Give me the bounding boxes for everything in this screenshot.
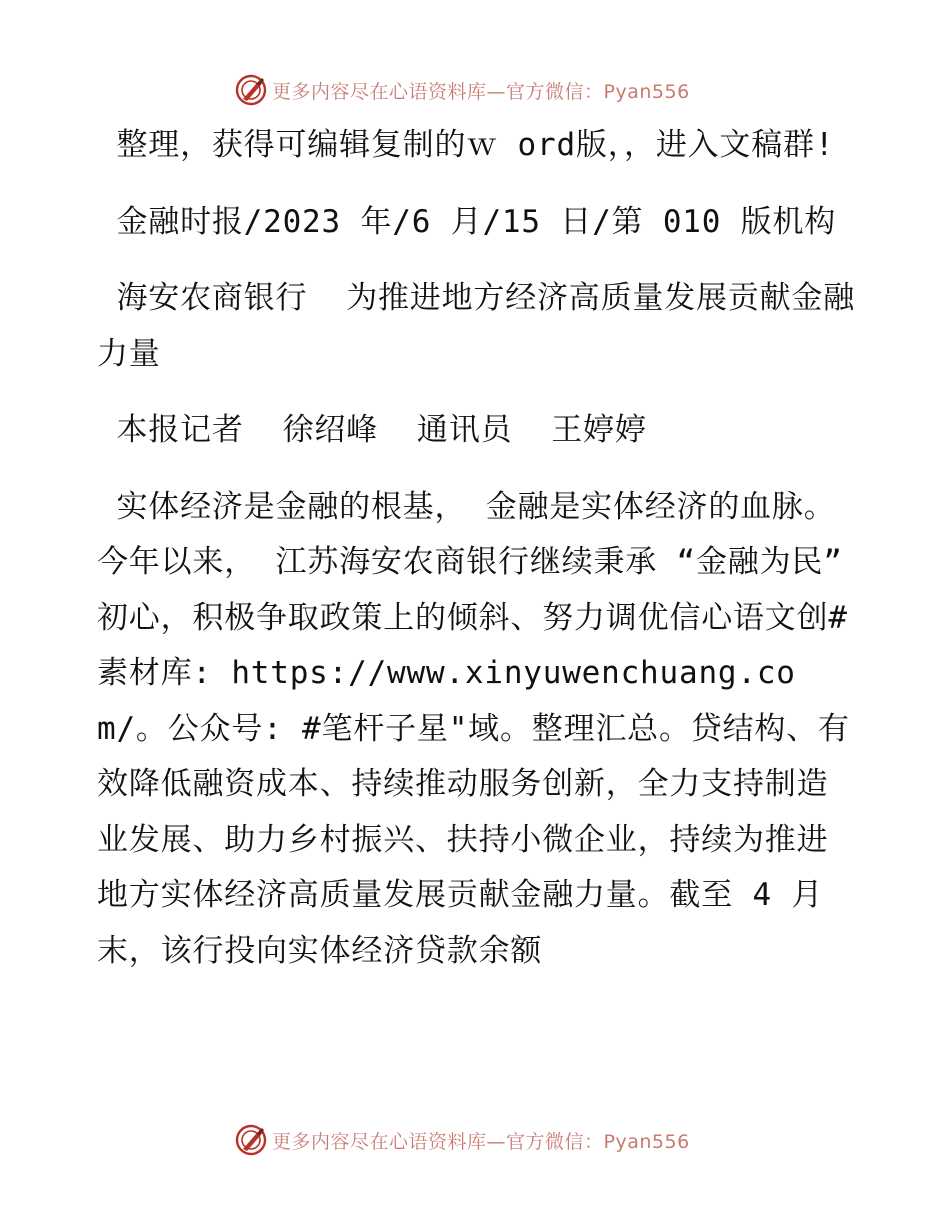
document-body — [97, 118, 863, 1000]
watermark-text — [272, 1127, 690, 1154]
watermark-wechat-id: Pyan556 — [603, 1130, 690, 1153]
pen-logo-icon — [234, 73, 268, 107]
watermark-wechat-label: 官方微信： — [506, 80, 604, 103]
watermark-separator: — — [486, 80, 507, 103]
watermark-wechat-label: 官方微信： — [506, 1130, 604, 1153]
watermark-brand: 更多内容尽在心语资料库 — [272, 80, 487, 103]
watermark-separator: — — [486, 1130, 507, 1153]
footer-watermark — [234, 1122, 690, 1158]
watermark-wechat-id: Pyan556 — [603, 80, 690, 103]
article-byline: 本报记者 徐绍峰 通讯员 王婷婷 — [97, 412, 647, 448]
watermark-text — [272, 77, 690, 104]
source-line: 金融时报/2023 年/6 月/15 日/第 010 版机构 — [97, 203, 837, 240]
article-body-paragraph: 实体经济是金融的根基， 金融是实体经济的血脉。 今年以来， 江苏海安农商银行继续秉承 “金融为民” 初心，积极争取政策上的倾斜、努力调优信心语文创#素材库: https://www.xinyuwenchuang.com/。公众号: #笔杆子星"域。整理汇总。贷结构、有效降低融资成本、持续推动服务创新，全力支持制造业发展、助力乡村振兴、扶持小微企业，持续为推进地方实体经济高质量发展贡献金融力量。截至 4 月末，该行投向实体经济贷款余额 — [97, 488, 863, 969]
header-watermark — [234, 72, 690, 108]
watermark-brand: 更多内容尽在心语资料库 — [272, 1130, 487, 1153]
article-headline: 海安农商银行 为推进地方经济高质量发展贡献金融力量 — [97, 280, 855, 372]
intro-paragraph: 整理，获得可编辑复制的ｗ ord版，，进入文稿群! — [97, 127, 835, 163]
pen-logo-icon — [234, 1123, 268, 1157]
